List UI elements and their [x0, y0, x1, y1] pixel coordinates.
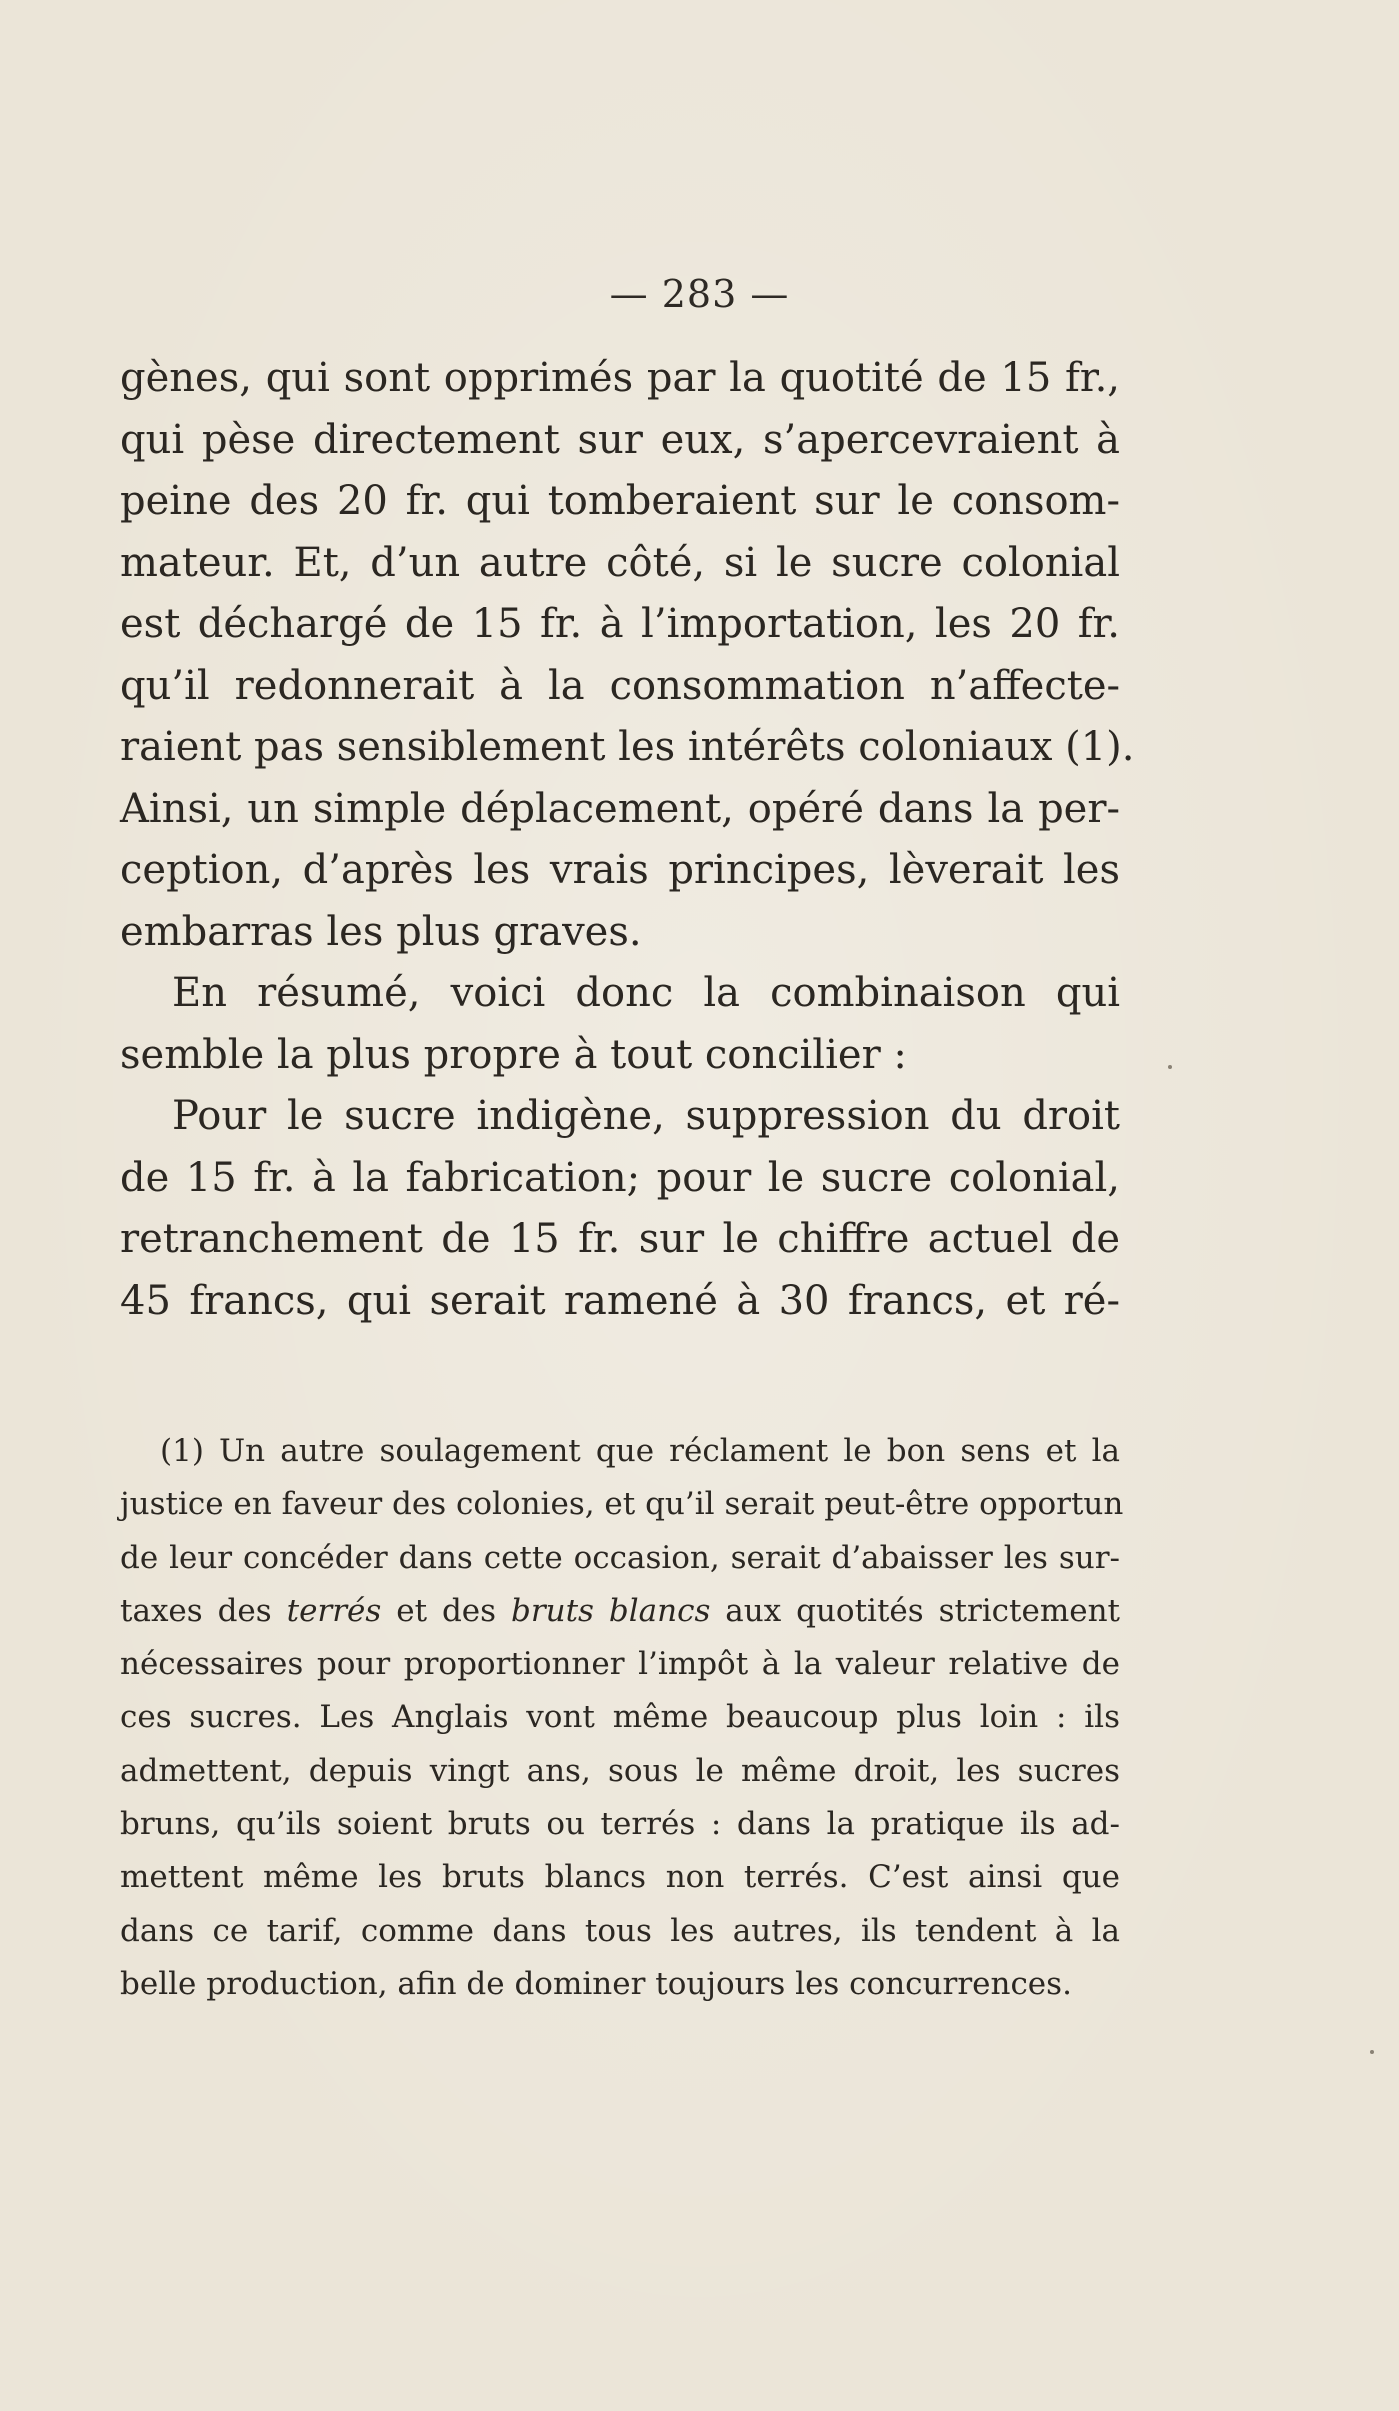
text-line: de 15 fr. à la fabrication; pour le sucre colonial,	[120, 1154, 1120, 1201]
footnote-text: aux quotités strictement	[710, 1592, 1121, 1629]
text-line: Ainsi, un simple déplacement, opéré dans la per-	[120, 785, 1120, 832]
footnote-line: dans ce tarif, comme dans tous les autres, ils tendent à la	[120, 1912, 1120, 1949]
footnote-line: (1) Un autre soulagement que réclament le bon sens et la	[160, 1433, 1120, 1469]
text-line: peine des 20 fr. qui tomberaient sur le consom-	[120, 478, 1120, 524]
text-line: retranchement de 15 fr. sur le chiffre actuel de	[120, 1216, 1120, 1262]
text-line: Pour le sucre indigène, suppression du droit	[172, 1093, 1120, 1139]
footnote-line: bruns, qu’ils soient bruts ou terrés : dans la pratique ils ad-	[120, 1806, 1120, 1843]
text-line: En résumé, voici donc la combinaison qui	[172, 970, 1120, 1016]
footnote	[120, 1425, 1124, 2011]
text-line: semble la plus propre à tout concilier :	[120, 1031, 907, 1078]
text-line: embarras les plus graves.	[120, 908, 642, 955]
text-line: gènes, qui sont opprimés par la quotité de 15 fr.,	[120, 355, 1120, 401]
text-line: ception, d’après les vrais principes, lèverait les	[120, 847, 1120, 893]
footnote-line: nécessaires pour proportionner l’impôt à la valeur relative de	[120, 1646, 1120, 1683]
page-number: — 283 —	[609, 272, 790, 316]
footnote-text: et des	[381, 1592, 511, 1629]
text-line: est déchargé de 15 fr. à l’importation, les 20 fr.	[120, 601, 1120, 647]
text-line: 45 francs, qui serait ramené à 30 francs, et ré-	[120, 1277, 1120, 1324]
paper-speck	[1168, 1065, 1172, 1069]
main-text	[120, 348, 1135, 1332]
footnote-line: mettent même les bruts blancs non terrés. C’est ainsi que	[120, 1859, 1120, 1896]
footnote-line: belle production, afin de dominer toujours les concurrences.	[120, 1965, 1072, 2002]
text-line: raient pas sensiblement les intérêts coloniaux (1).	[120, 724, 1135, 770]
paper-speck	[1370, 2050, 1374, 2054]
text-line: qu’il redonnerait à la consommation n’affecte-	[120, 662, 1120, 709]
footnote-line: ces sucres. Les Anglais vont même beaucoup plus loin : ils	[120, 1699, 1120, 1736]
footnote-line: justice en faveur des colonies, et qu’il serait peut-être opportun	[120, 1486, 1124, 1523]
footnote-line: de leur concéder dans cette occasion, serait d’abaisser les sur-	[120, 1539, 1120, 1576]
footnote-line	[120, 1585, 1120, 1638]
footnote-line: admettent, depuis vingt ans, sous le même droit, les sucres	[120, 1752, 1120, 1789]
footnote-text: taxes des	[120, 1592, 287, 1629]
text-line: mateur. Et, d’un autre côté, si le sucre colonial	[120, 539, 1120, 586]
footnote-italic-term: terrés	[286, 1592, 382, 1629]
text-line: qui pèse directement sur eux, s’apercevraient à	[120, 416, 1120, 463]
footnote-italic-term: bruts blancs	[510, 1592, 711, 1629]
